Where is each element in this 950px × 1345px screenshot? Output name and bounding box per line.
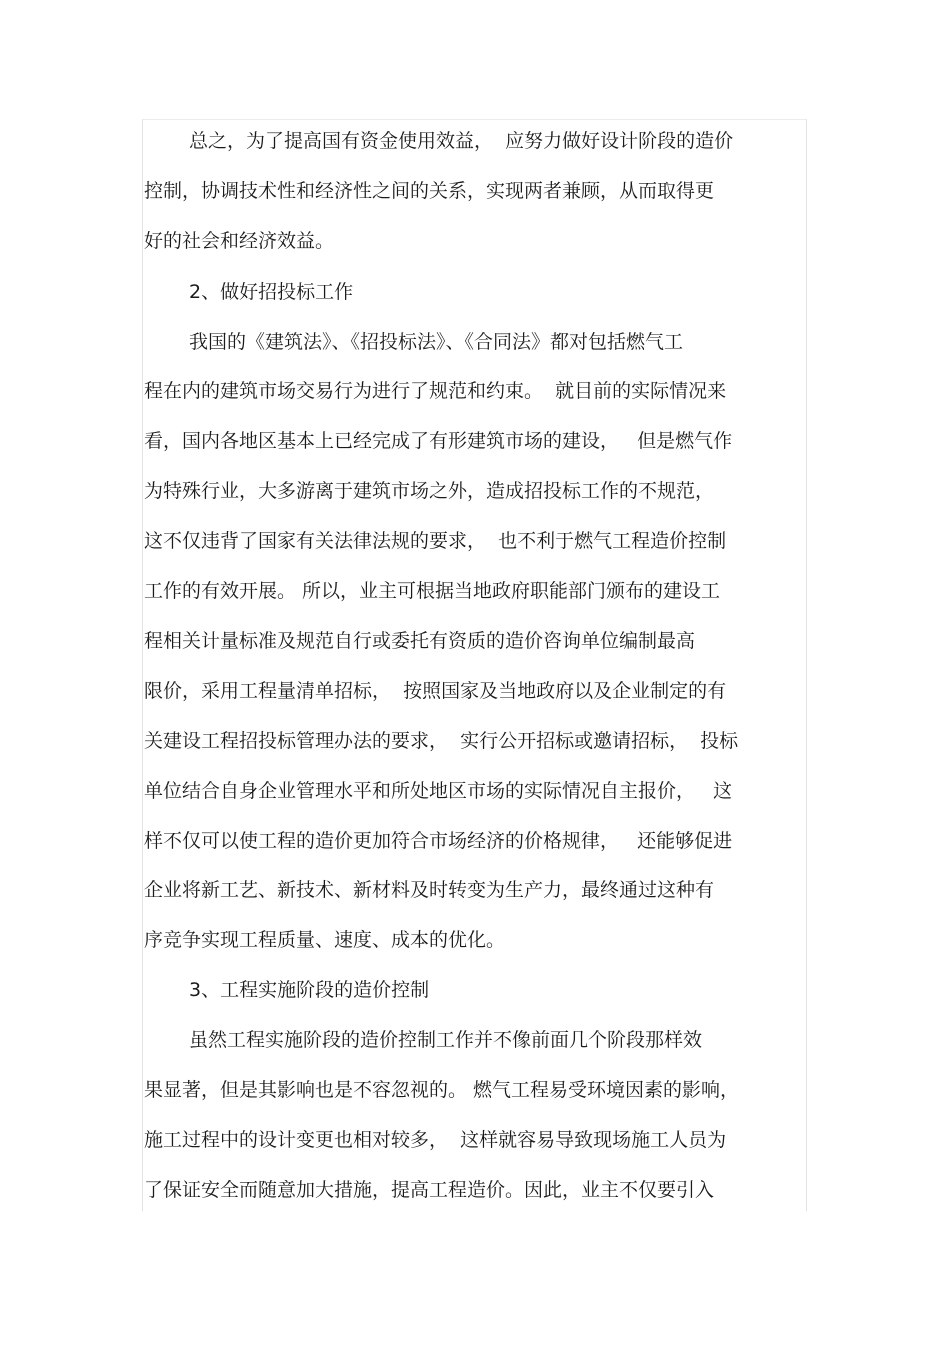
paragraph-bidding-line: 企业将新工艺、新技术、新材料及时转变为生产力，最终通过这种有 xyxy=(144,879,715,901)
paragraph-bidding-line: 我国的《建筑法》、《招投标法》、《合同法》都对包括燃气工 xyxy=(189,331,684,353)
paragraph-implementation-line: 了保证安全而随意加大措施，提高工程造价。因此，业主不仅要引入 xyxy=(144,1179,715,1201)
paragraph-bidding-line: 为特殊行业，大多游离于建筑市场之外，造成招投标工作的不规范， xyxy=(144,480,715,502)
paragraph-bidding-line: 样不仅可以使工程的造价更加符合市场经济的价格规律， 还能够促进 xyxy=(144,830,733,852)
paragraph-summary-line: 好的社会和经济效益。 xyxy=(144,230,335,252)
paragraph-bidding-line: 工作的有效开展。 所以，业主可根据当地政府职能部门颁布的建设工 xyxy=(144,580,721,602)
paragraph-bidding-line: 关建设工程招投标管理办法的要求， 实行公开招标或邀请招标， 投标 xyxy=(144,730,739,752)
paragraph-implementation-line: 施工过程中的设计变更也相对较多， 这样就容易导致现场施工人员为 xyxy=(144,1129,727,1151)
paragraph-bidding-line: 程在内的建筑市场交易行为进行了规范和约束。 就目前的实际情况来 xyxy=(144,380,727,402)
paragraph-bidding-line: 序竞争实现工程质量、速度、成本的优化。 xyxy=(144,929,506,951)
section-heading-bidding: 2、做好招投标工作 xyxy=(189,281,354,303)
paragraph-bidding-line: 程相关计量标准及规范自行或委托有资质的造价咨询单位编制最高 xyxy=(144,630,696,652)
paragraph-bidding-line: 限价，采用工程量清单招标， 按照国家及当地政府以及企业制定的有 xyxy=(144,680,727,702)
paragraph-summary-line: 总之，为了提高国有资金使用效益， 应努力做好设计阶段的造价 xyxy=(189,130,734,152)
paragraph-bidding-line: 单位结合自身企业管理水平和所处地区市场的实际情况自主报价， 这 xyxy=(144,780,733,802)
section-heading-implementation: 3、工程实施阶段的造价控制 xyxy=(189,979,430,1001)
paragraph-implementation-line: 虽然工程实施阶段的造价控制工作并不像前面几个阶段那样效 xyxy=(189,1029,703,1051)
paragraph-bidding-line: 这不仅违背了国家有关法律法规的要求， 也不利于燃气工程造价控制 xyxy=(144,530,727,552)
paragraph-bidding-line: 看，国内各地区基本上已经完成了有形建筑市场的建设， 但是燃气作 xyxy=(144,430,733,452)
paragraph-summary-line: 控制，协调技术性和经济性之间的关系，实现两者兼顾，从而取得更 xyxy=(144,180,715,202)
paragraph-implementation-line: 果显著，但是其影响也是不容忽视的。 燃气工程易受环境因素的影响， xyxy=(144,1079,740,1101)
